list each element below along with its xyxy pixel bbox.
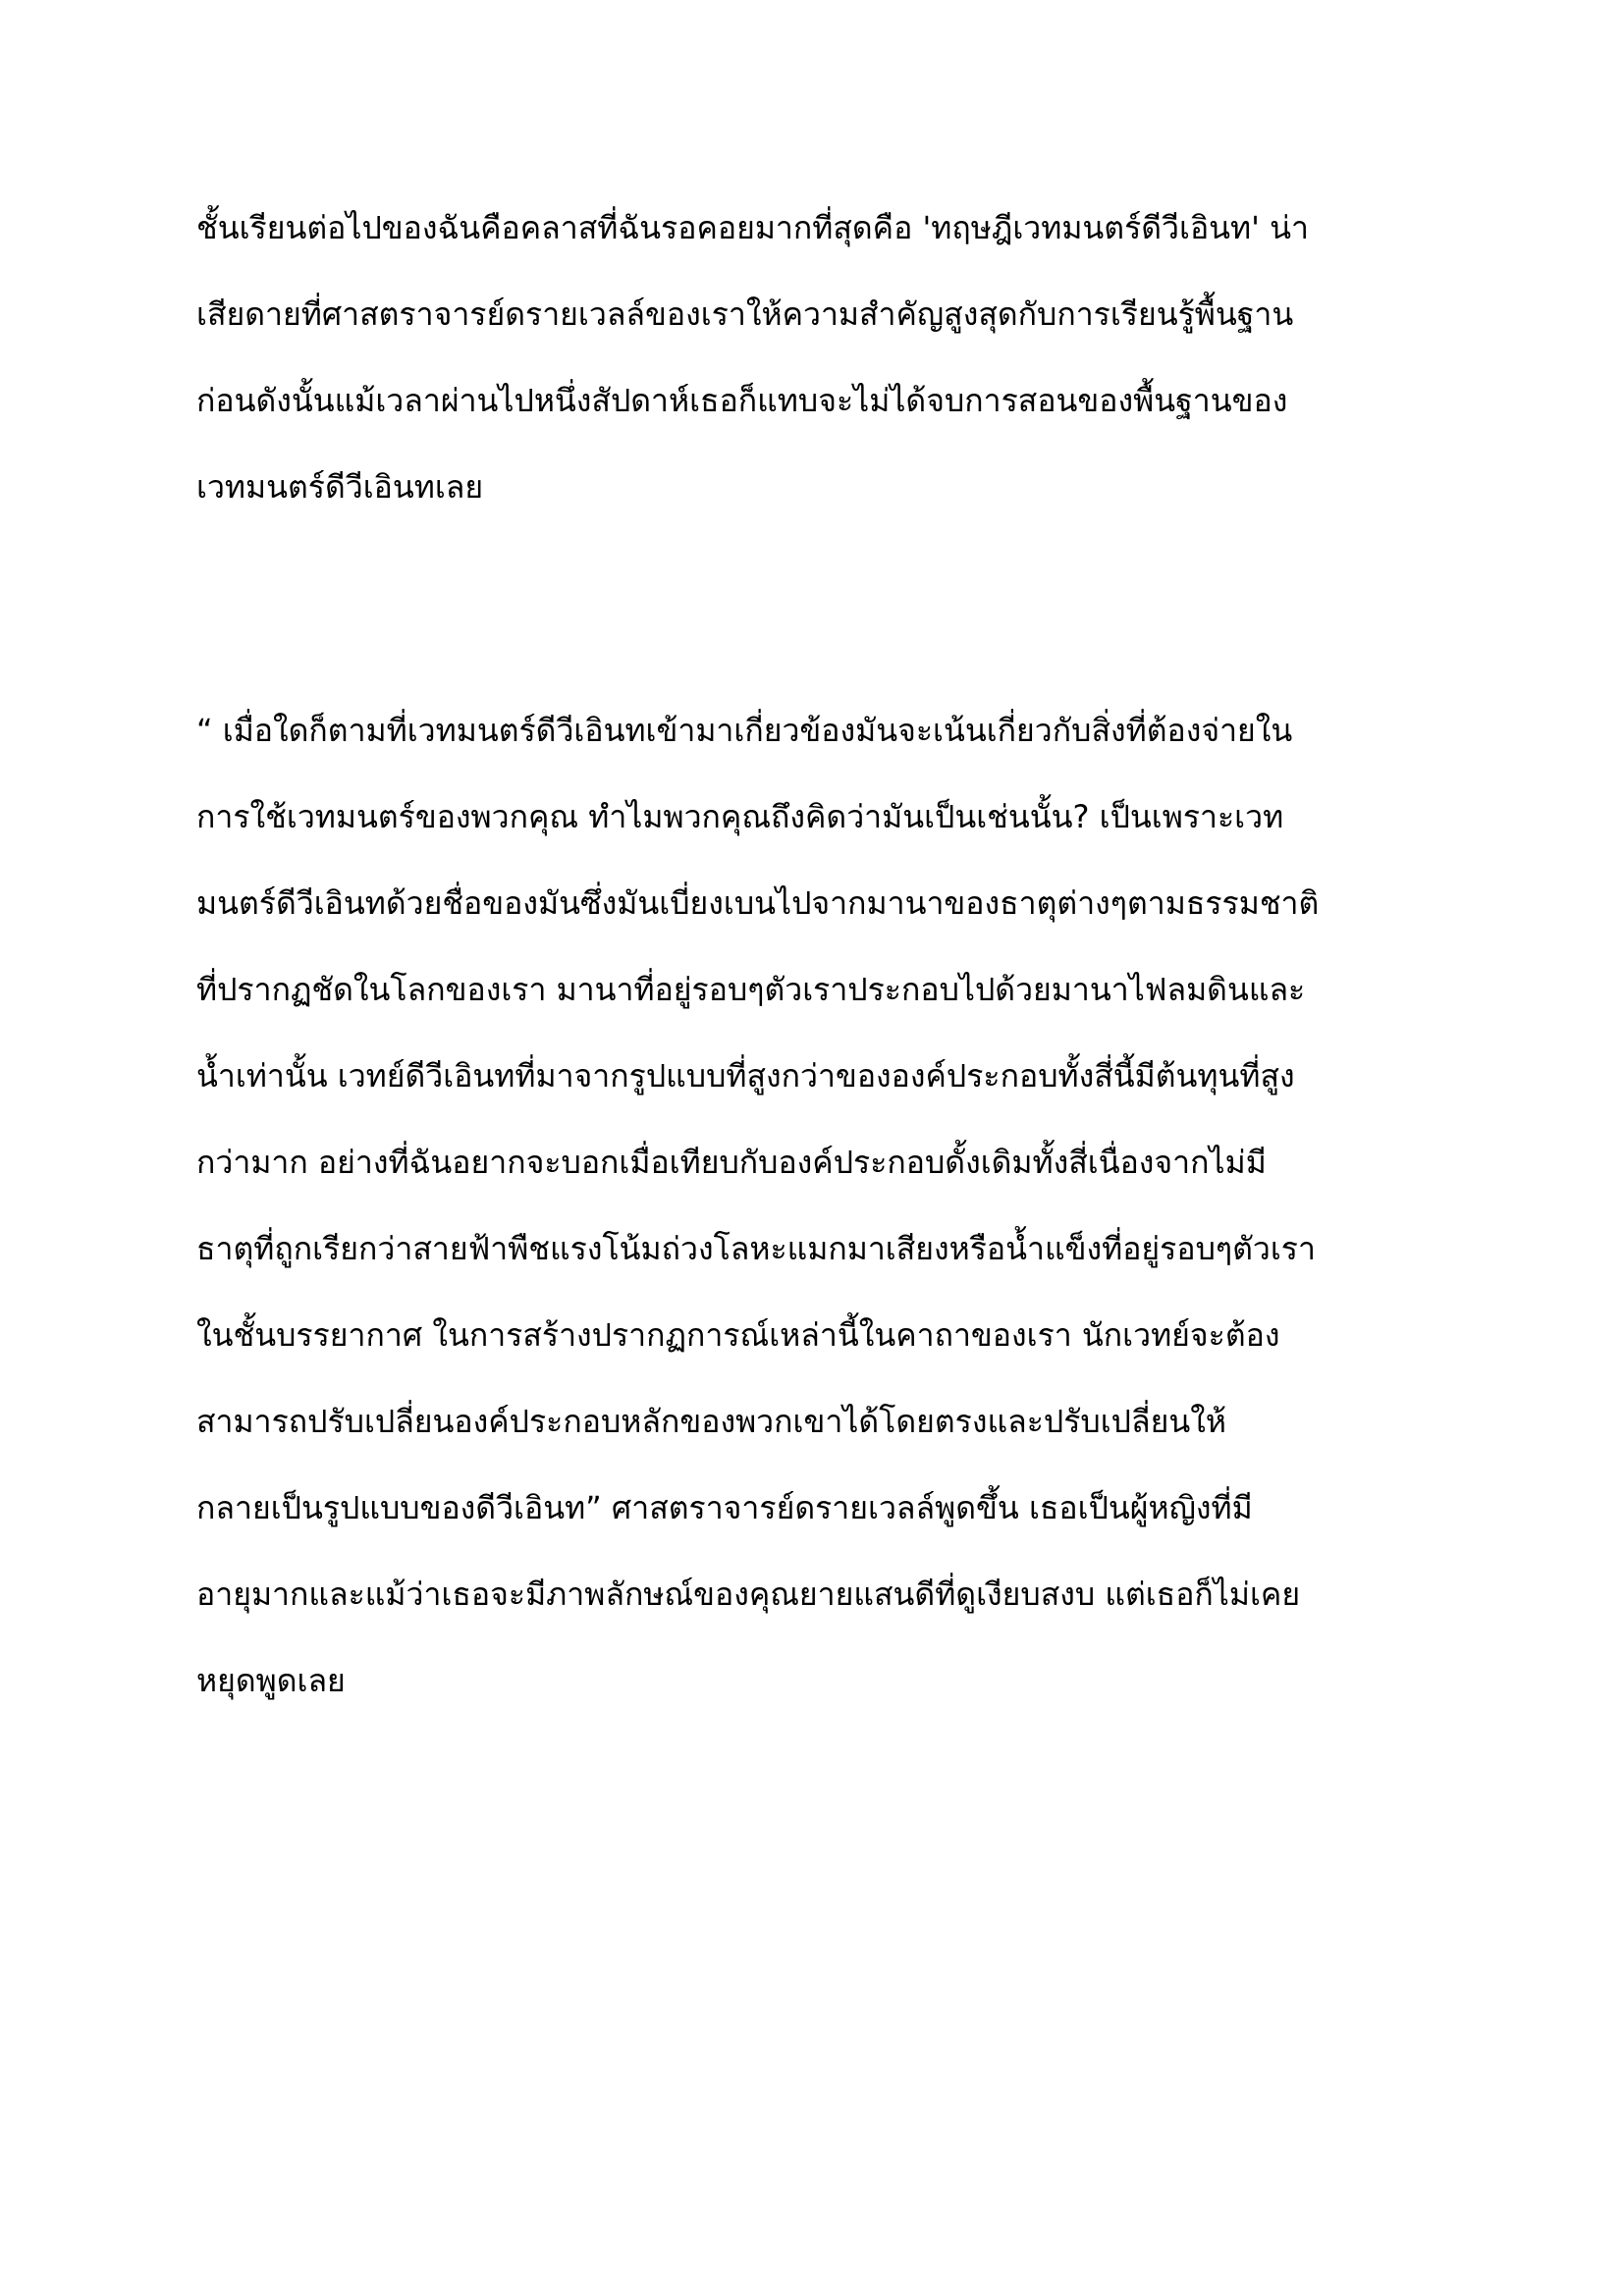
text-line: ธาตุที่ถูกเรียกว่าสายฟ้าพืชแรงโน้มถ่วงโลหะแมกมาเสียงหรือน้ำแข็งที่อยู่รอบๆตัวเรา bbox=[196, 1230, 1316, 1267]
text-line: เวทมนตร์ดีวีเอินทเลย bbox=[196, 468, 484, 506]
text-line: น้ำเท่านั้น เวทย์ดีวีเอินทที่มาจากรูปแบบที่สูงกว่าขององค์ประกอบทั้งสี่นี้มีต้นทุนที่สูง bbox=[196, 1057, 1295, 1095]
text-line: ที่ปรากฏชัดในโลกของเรา มานาที่อยู่รอบๆตัวเราประกอบไปด้วยมานาไฟลมดินและ bbox=[196, 971, 1306, 1008]
text-line: “ เมื่อใดก็ตามที่เวทมนตร์ดีวีเอินทเข้ามาเกี่ยวข้องมันจะเน้นเกี่ยวกับสิ่งที่ต้องจ่ายใน bbox=[196, 712, 1293, 749]
text-line: อายุมากและแม้ว่าเธอจะมีภาพลักษณ์ของคุณยายแสนดีที่ดูเงียบสงบ แต่เธอก็ไม่เคย bbox=[196, 1575, 1301, 1613]
text-line: หยุดพูดเลย bbox=[196, 1662, 346, 1699]
text-line: ก่อนดังนั้นแม้เวลาผ่านไปหนึ่งสัปดาห์เธอก็แทบจะไม่ได้จบการสอนของพื้นฐานของ bbox=[196, 382, 1288, 419]
text-line: สามารถปรับเปลี่ยนองค์ประกอบหลักของพวกเขาได้โดยตรงและปรับเปลี่ยนให้ bbox=[196, 1403, 1226, 1440]
text-line: ในชั้นบรรยากาศ ในการสร้างปรากฏการณ์เหล่านี้ในคาถาของเรา นักเวทย์จะต้อง bbox=[196, 1316, 1280, 1354]
text-line: กลายเป็นรูปแบบของดีวีเอินท” ศาสตราจารย์ดรายเวลล์พูดขึ้น เธอเป็นผู้หญิงที่มี bbox=[196, 1489, 1253, 1526]
paragraph-quote bbox=[196, 687, 1443, 1724]
text-line: ชั้นเรียนต่อไปของฉันคือคลาสที่ฉันรอคอยมากที่สุดคือ 'ทฤษฎีเวทมนตร์ดีวีเอินท' น่า bbox=[196, 209, 1309, 246]
text-line: เสียดายที่ศาสตราจารย์ดรายเวลล์ของเราให้ความสำคัญสูงสุดกับการเรียนรู้พื้นฐาน bbox=[196, 295, 1294, 333]
text-line: กว่ามาก อย่างที่ฉันอยากจะบอกเมื่อเทียบกับองค์ประกอบดั้งเดิมทั้งสี่เนื่องจากไม่มี bbox=[196, 1144, 1267, 1181]
paragraph-intro bbox=[196, 185, 1443, 530]
text-line: มนตร์ดีวีเอินทด้วยชื่อของมันซึ่งมันเบี่ยงเบนไปจากมานาของธาตุต่างๆตามธรรมชาติ bbox=[196, 884, 1320, 922]
text-line: การใช้เวทมนตร์ของพวกคุณ ทำไมพวกคุณถึงคิดว่ามันเป็นเช่นนั้น? เป็นเพราะเวท bbox=[196, 798, 1284, 835]
